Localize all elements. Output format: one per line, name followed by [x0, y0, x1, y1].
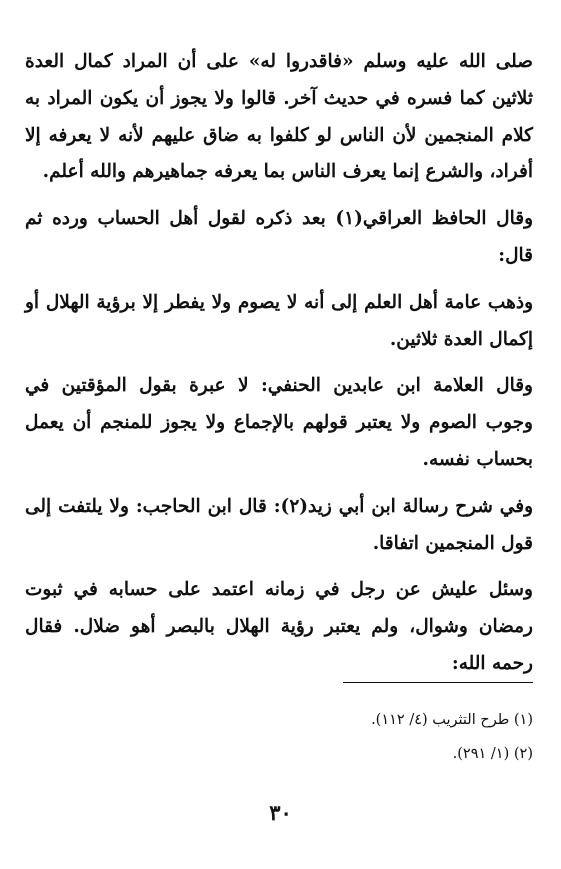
paragraph-6: وسئل عليش عن رجل في زمانه اعتمد على حسابه في ثبوت رمضان وشوال، ولم يعتبر رؤية الهلال بالبصر أهو ضلال. فقال رحمه الله: — [25, 579, 533, 674]
footnote-2: (٢) (١/ ٢٩١). — [452, 746, 533, 762]
paragraph-5: وفي شرح رسالة ابن أبي زيد(٢): قال ابن الحاجب: ولا يلتفت إلى قول المنجمين اتفاقا. — [25, 495, 533, 554]
paragraph-2: وقال الحافظ العراقي(١) بعد ذكره لقول أهل الحساب ورده ثم قال: — [25, 208, 534, 266]
paragraph-1: صلى الله عليه وسلم «فاقدروا له» على أن المراد كمال العدة ثلاثين كما فسره في حديث آخر. قالوا ولا يجوز أن يكون المراد به كلام المنجمين لأن الناس لو كلفوا به ضاق عليهم لأنه لا يعرفه إلا أفراد، والشرع إنما يعرف الناس بما يعرفه جماهيرهم والله أعلم. — [25, 51, 533, 183]
footnote-1: (١) طرح التثريب (٤/ ١١٢). — [371, 712, 533, 728]
footnotes — [25, 703, 533, 771]
paragraph-4: وقال العلامة ابن عابدين الحنفي: لا عبرة بقول المؤقتين في وجوب الصوم ولا يعتبر قولهم بالإجماع ولا يجوز للمنجم أن يعمل بحساب نفسه. — [25, 375, 533, 470]
paragraph-3: وذهب عامة أهل العلم إلى أنه لا يصوم ولا يفطر إلا برؤية الهلال أو إكمال العدة ثلاثين. — [25, 291, 533, 350]
main-text — [25, 44, 533, 693]
footnote-separator — [343, 682, 533, 683]
page-number: ٣٠ — [269, 800, 292, 825]
